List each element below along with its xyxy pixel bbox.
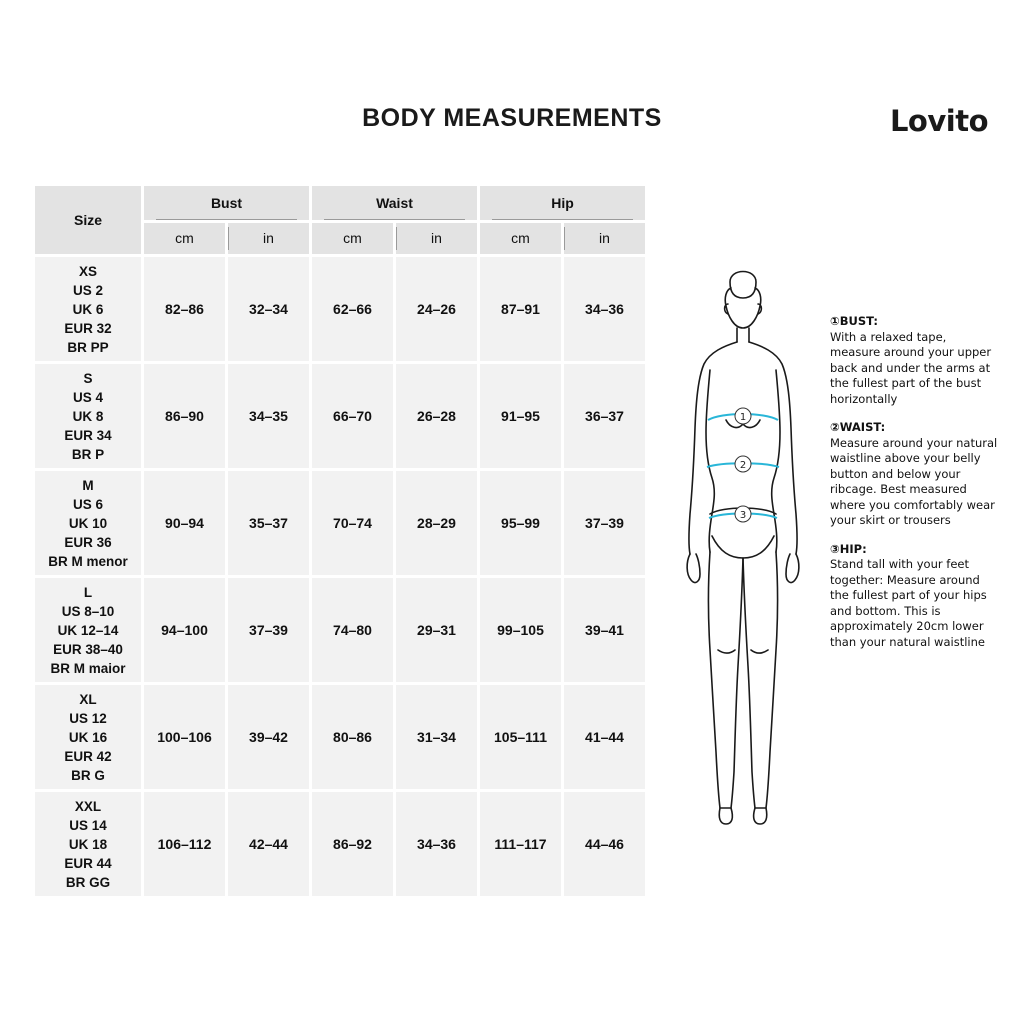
cell-hip-in: 34–36 [564,257,645,361]
size-line: UK 18 [68,836,108,852]
size-line: XL [79,691,97,707]
cell-hip-in: 36–37 [564,364,645,468]
size-line: BR M menor [48,553,128,569]
unit-hip-in: in [564,223,645,254]
measurement-instructions [830,314,998,663]
size-line: BR G [71,767,105,783]
cell-hip-cm: 91–95 [480,364,561,468]
cell-hip-cm: 99–105 [480,578,561,682]
cell-waist-cm: 70–74 [312,471,393,575]
table-header-row [35,186,645,220]
cell-hip-cm: 95–99 [480,471,561,575]
foot-right [754,808,767,824]
note-bust-body: With a relaxed tape, measure around your upper back and under the arms at the fullest part of the bust horizontally [830,329,992,406]
cell-waist-in: 24–26 [396,257,477,361]
table-row [35,578,645,682]
size-line: US 6 [72,496,103,512]
cell-waist-in: 28–29 [396,471,477,575]
cell-bust-in: 35–37 [228,471,309,575]
cell-hip-in: 39–41 [564,578,645,682]
marker-hip-label: 3 [739,510,747,521]
hand-right [786,554,799,582]
unit-waist-in: in [396,223,477,254]
unit-bust-in: in [228,223,309,254]
size-line: BR M maior [50,660,126,676]
knee-left [718,650,735,653]
torso-left [706,370,714,552]
size-line: L [83,584,93,600]
brand-logo: Lovito [889,104,988,138]
size-line: EUR 42 [64,748,112,764]
note-waist-body: Measure around your natural waistline above your belly button and below your ribcage. Best measured where you comfortably wear your skirt or trousers [830,435,998,527]
cell-bust-in: 39–42 [228,685,309,789]
cell-bust-cm: 86–90 [144,364,225,468]
row-size-label [35,257,141,361]
row-size-label [35,685,141,789]
leg-right-inner [743,558,755,808]
note-hip-title: ③HIP: [830,541,867,556]
size-line: EUR 44 [64,855,112,871]
size-line: US 2 [72,282,103,298]
cell-hip-in: 41–44 [564,685,645,789]
divider [156,219,297,220]
body-figure-illustration [668,252,818,832]
unit-waist-cm: cm [312,223,393,254]
table-row [35,792,645,896]
marker-bust-label: 1 [739,412,747,423]
column-group-hip [480,186,645,220]
row-size-label [35,792,141,896]
table-row [35,471,645,575]
torso-right [772,370,780,552]
cell-bust-cm: 106–112 [144,792,225,896]
column-group-bust-label: Bust [210,194,243,211]
briefs [712,536,774,558]
size-line: UK 10 [68,515,108,531]
column-group-waist [312,186,477,220]
note-hip-body: Stand tall with your feet together: Measure around the fullest part of your hips and bottom. This is approximately 20cm lower than your natural waistline [830,557,987,649]
foot-left [719,808,732,824]
cell-bust-in: 32–34 [228,257,309,361]
table-row [35,685,645,789]
cell-bust-in: 34–35 [228,364,309,468]
cell-bust-cm: 82–86 [144,257,225,361]
cell-bust-in: 37–39 [228,578,309,682]
note-bust [830,314,998,407]
unit-hip-cm: cm [480,223,561,254]
cell-bust-cm: 90–94 [144,471,225,575]
arm-right-outline [749,342,797,554]
cell-hip-cm: 87–91 [480,257,561,361]
hand-left [687,554,700,582]
note-bust-title: ①BUST: [830,314,878,328]
marker-waist-label: 2 [739,460,747,471]
size-line: BR GG [65,874,111,890]
cell-waist-in: 26–28 [396,364,477,468]
cell-waist-cm: 74–80 [312,578,393,682]
row-size-label [35,364,141,468]
cell-waist-cm: 66–70 [312,364,393,468]
cell-hip-cm: 105–111 [480,685,561,789]
column-header-size: Size [35,186,141,254]
cell-bust-in: 42–44 [228,792,309,896]
head-shape [725,288,761,328]
size-line: XXL [74,798,102,814]
column-group-hip-label: Hip [551,194,574,211]
size-line: EUR 36 [64,534,112,550]
size-line: UK 16 [68,729,108,745]
leg-left-outer [709,552,721,808]
size-line: EUR 32 [64,320,112,336]
note-waist [830,420,998,529]
cell-hip-in: 37–39 [564,471,645,575]
size-line: BR P [71,446,105,462]
row-size-label [35,578,141,682]
cell-waist-cm: 62–66 [312,257,393,361]
size-line: UK 8 [72,408,104,424]
size-line: US 12 [69,710,107,726]
cell-bust-cm: 100–106 [144,685,225,789]
page-title: BODY MEASUREMENTS [362,104,662,132]
cell-waist-in: 34–36 [396,792,477,896]
leg-right-outer [766,552,778,808]
column-group-bust [144,186,309,220]
cell-waist-in: 31–34 [396,685,477,789]
cell-waist-cm: 86–92 [312,792,393,896]
note-waist-title: ②WAIST: [830,420,886,434]
size-line: EUR 38–40 [53,641,123,657]
size-line: M [82,477,94,493]
divider [492,219,633,220]
knee-right [751,650,768,653]
row-size-label [35,471,141,575]
cell-waist-cm: 80–86 [312,685,393,789]
neck [737,328,749,342]
table-row [35,257,645,361]
hair-shape [730,272,756,299]
cell-hip-in: 44–46 [564,792,645,896]
size-line: US 8–10 [61,603,115,619]
leg-left-inner [731,558,743,808]
size-chart-table [32,183,648,899]
size-line: XS [78,263,97,279]
arm-left-outline [689,342,737,554]
size-line: US 4 [72,389,103,405]
size-line: UK 6 [72,301,104,317]
note-hip [830,542,998,651]
column-group-waist-label: Waist [376,194,413,211]
cell-bust-cm: 94–100 [144,578,225,682]
table-row [35,364,645,468]
cell-waist-in: 29–31 [396,578,477,682]
cell-hip-cm: 111–117 [480,792,561,896]
divider [324,219,465,220]
unit-bust-cm: cm [144,223,225,254]
size-line: BR PP [67,339,109,355]
size-line: EUR 34 [64,427,112,443]
size-line: US 14 [69,817,107,833]
size-line: UK 12–14 [57,622,119,638]
size-line: S [83,370,93,386]
